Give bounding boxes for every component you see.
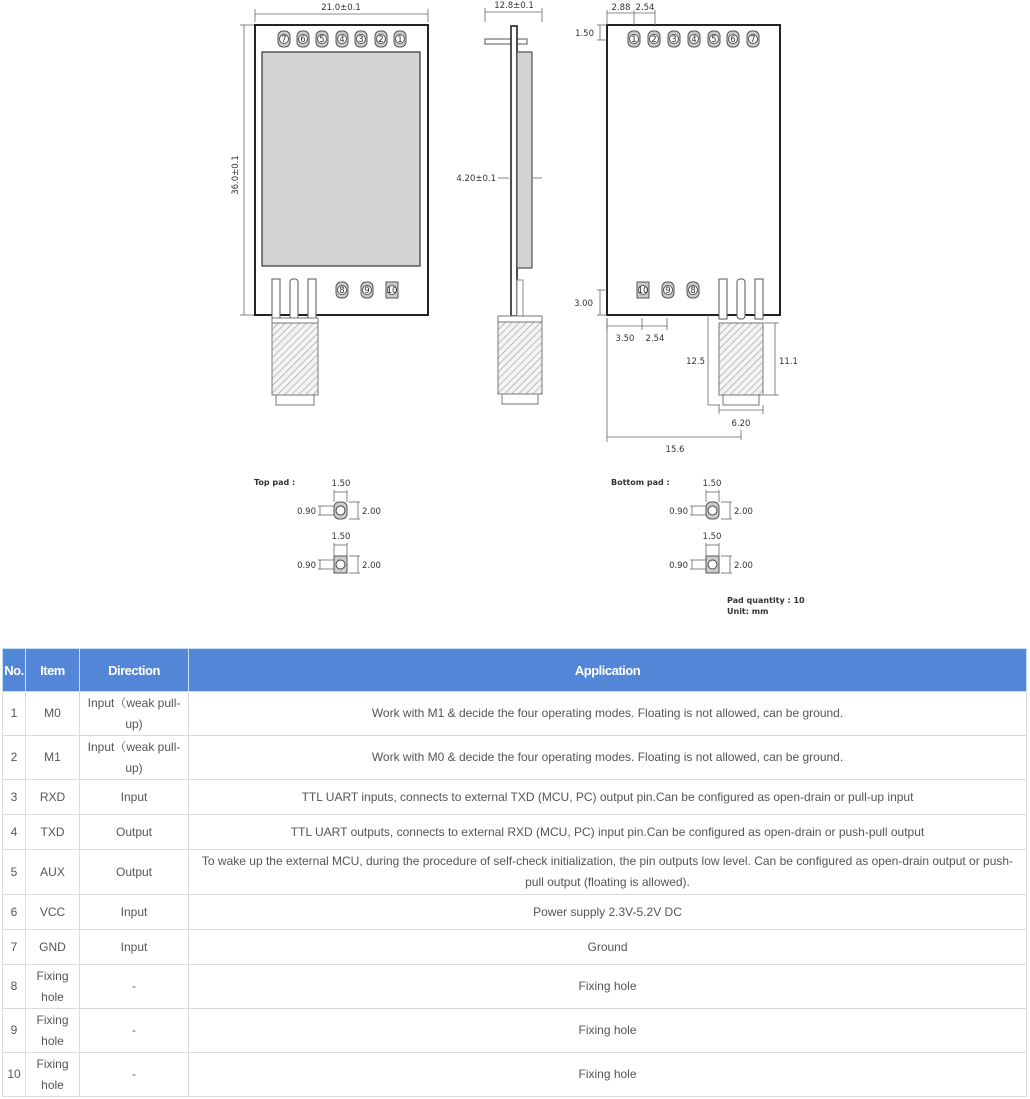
side-view — [456, 1, 542, 404]
antenna-body-dim: 11.1 — [779, 357, 798, 367]
svg-text:0.90: 0.90 — [297, 507, 316, 517]
side-thickness-dim: 12.8±0.1 — [494, 1, 534, 11]
table-header-row — [3, 649, 1027, 692]
svg-text:1.50: 1.50 — [702, 532, 722, 542]
top-pad-detail — [254, 478, 381, 573]
svg-text:2.00: 2.00 — [734, 507, 753, 517]
top-height-dim: 36.0±0.1 — [231, 155, 241, 195]
table-row: 1 M0 Input（weak pull-up) Work with M1 & decide the four operating modes. Floating is not allowed, can be ground. — [3, 692, 1027, 736]
svg-text:10: 10 — [637, 286, 649, 296]
svg-text:0.90: 0.90 — [669, 507, 688, 517]
bottom-pad-label: Bottom pad : — [611, 478, 670, 487]
table-row: 5 AUX Output To wake up the external MCU, during the procedure of self-check initialization, the pin outputs low level. Can be configured as open-drain output or push-pull output (floating is allowed). — [3, 850, 1027, 895]
antenna-width-dim: 6.20 — [731, 419, 751, 429]
svg-text:10: 10 — [386, 286, 398, 296]
antenna-pos-dim: 15.6 — [665, 445, 685, 455]
svg-text:0.90: 0.90 — [297, 561, 316, 571]
svg-text:5: 5 — [711, 35, 717, 45]
header-direction: Direction — [80, 649, 189, 692]
svg-text:3: 3 — [358, 35, 364, 45]
svg-text:6: 6 — [730, 35, 736, 45]
svg-text:2.00: 2.00 — [734, 561, 753, 571]
svg-text:2.00: 2.00 — [362, 507, 381, 517]
svg-text:2.00: 2.00 — [362, 561, 381, 571]
svg-text:8: 8 — [339, 286, 345, 296]
table-row: 9 Fixing hole - Fixing hole — [3, 1009, 1027, 1053]
top-pad-label: Top pad : — [254, 478, 296, 487]
svg-text:2: 2 — [651, 35, 657, 45]
side-board-dim: 4.20±0.1 — [456, 174, 496, 184]
pad-quantity-note: Pad quantity : 10 — [727, 596, 805, 605]
table-row: 6 VCC Input Power supply 2.3V-5.2V DC — [3, 895, 1027, 930]
table-row: 2 M1 Input（weak pull-up) Work with M0 & decide the four operating modes. Floating is not allowed, can be ground. — [3, 736, 1027, 780]
svg-text:7: 7 — [281, 35, 287, 45]
table-row: 10 Fixing hole - Fixing hole — [3, 1053, 1027, 1097]
svg-text:8: 8 — [690, 286, 696, 296]
svg-text:6: 6 — [300, 35, 306, 45]
svg-text:4: 4 — [691, 35, 697, 45]
svg-text:7: 7 — [750, 35, 756, 45]
top-view — [231, 3, 428, 405]
svg-text:4: 4 — [339, 35, 345, 45]
table-row: 7 GND Input Ground — [3, 930, 1027, 965]
svg-text:1.50: 1.50 — [331, 479, 351, 489]
svg-text:1: 1 — [631, 35, 637, 45]
bottom-pad-detail — [611, 478, 805, 616]
header-item: Item — [26, 649, 80, 692]
svg-text:1: 1 — [397, 35, 403, 45]
header-application: Application — [189, 649, 1027, 692]
svg-text:5: 5 — [319, 35, 325, 45]
svg-text:9: 9 — [665, 286, 671, 296]
header-no: No. — [3, 649, 26, 692]
top-width-dim: 21.0±0.1 — [321, 3, 361, 13]
table-row: 4 TXD Output TTL UART outputs, connects to external RXD (MCU, PC) input pin.Can be configured as open-drain or push-pull output — [3, 815, 1027, 850]
pin-definition-table — [2, 648, 1027, 1097]
hole-offset-dim: 3.50 — [615, 334, 635, 344]
svg-text:3: 3 — [671, 35, 677, 45]
svg-text:9: 9 — [364, 286, 370, 296]
svg-text:1.50: 1.50 — [702, 479, 722, 489]
top-margin-dim: 1.50 — [575, 29, 594, 39]
table-row: 3 RXD Input TTL UART inputs, connects to external TXD (MCU, PC) output pin.Can be configured as open-drain or pull-up input — [3, 780, 1027, 815]
bottom-margin-dim: 3.00 — [574, 299, 593, 309]
top-view-pins — [278, 31, 406, 47]
unit-note: Unit: mm — [727, 607, 769, 616]
hole-pitch-dim: 2.54 — [645, 334, 665, 344]
pin-pitch-dim: 2.54 — [635, 3, 655, 13]
svg-text:1.50: 1.50 — [331, 532, 351, 542]
bottom-view — [574, 3, 798, 455]
table-row: 8 Fixing hole - Fixing hole — [3, 965, 1027, 1009]
svg-text:2: 2 — [378, 35, 384, 45]
svg-text:0.90: 0.90 — [669, 561, 688, 571]
antenna-len-dim: 12.5 — [686, 357, 705, 367]
pin-offset-dim: 2.88 — [611, 3, 631, 13]
